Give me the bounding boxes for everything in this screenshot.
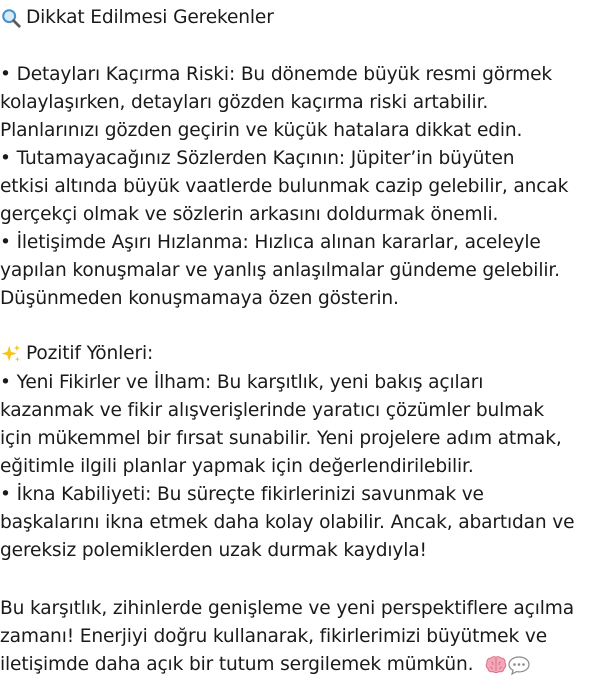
section-title: Pozitif Yönleri: [26, 343, 154, 364]
paragraph-line: iletişimde daha açık bir tutum sergilemek mümkün. [0, 654, 474, 675]
paragraph-line: için mükemmel bir fırsat sunabilir. Yeni projelere adım atmak, [0, 428, 562, 449]
paragraph-line: gerçekçi olmak ve sözlerin arkasını doldurmak önemli. [0, 204, 499, 225]
paragraph-line: kazanmak ve fikir alışverişlerinde yaratıcı çözümler bulmak [0, 400, 545, 421]
magnifying-glass-icon [0, 7, 22, 29]
paragraph-line: Planlarınızı gözden geçirin ve küçük hatalara dikkat edin. [0, 120, 523, 141]
closing-last-line [0, 651, 531, 679]
speech-bubble-icon [507, 655, 531, 675]
paragraph-line: • Detayları Kaçırma Riski: Bu dönemde büyük resmi görmek [0, 64, 553, 85]
paragraph-line: Düşünmeden konuşmamaya özen gösterin. [0, 288, 399, 309]
paragraph-line: başkalarını ikna etmek daha kolay olabilir. Ancak, abartıdan ve [0, 512, 575, 533]
paragraph-line: etkisi altında büyük vaatlerde bulunmak cazip gelebilir, ancak [0, 176, 569, 197]
section-title: Dikkat Edilmesi Gerekenler [26, 7, 274, 28]
paragraph-line: kolaylaşırken, detayları gözden kaçırma riski artabilir. [0, 92, 489, 113]
section-heading-warnings [0, 4, 274, 32]
brain-icon [485, 655, 507, 675]
sparkles-icon [0, 343, 22, 365]
paragraph-line: • İletişimde Aşırı Hızlanma: Hızlıca alınan kararlar, aceleyle [0, 232, 541, 253]
paragraph-line: • Yeni Fikirler ve İlham: Bu karşıtlık, yeni bakış açıları [0, 372, 484, 393]
paragraph-line: eğitimle ilgili planlar yapmak için değerlendirilebilir. [0, 456, 474, 477]
paragraph-line: Bu karşıtlık, zihinlerde genişleme ve yeni perspektiflere açılma [0, 598, 574, 619]
paragraph-line: yapılan konuşmalar ve yanlış anlaşılmalar gündeme gelebilir. [0, 260, 560, 281]
tail-emojis [485, 655, 531, 675]
paragraph-line: • İkna Kabiliyeti: Bu süreçte fikirlerinizi savunmak ve [0, 484, 484, 505]
paragraph-line: zamanı! Enerjiyi doğru kullanarak, fikirlerimizi büyütmek ve [0, 626, 547, 647]
section-heading-positives [0, 340, 153, 368]
paragraph-line: gereksiz polemiklerden uzak durmak kaydıyla! [0, 540, 427, 561]
paragraph-line: • Tutamayacağınız Sözlerden Kaçının: Jüpiter’in büyüten [0, 148, 515, 169]
